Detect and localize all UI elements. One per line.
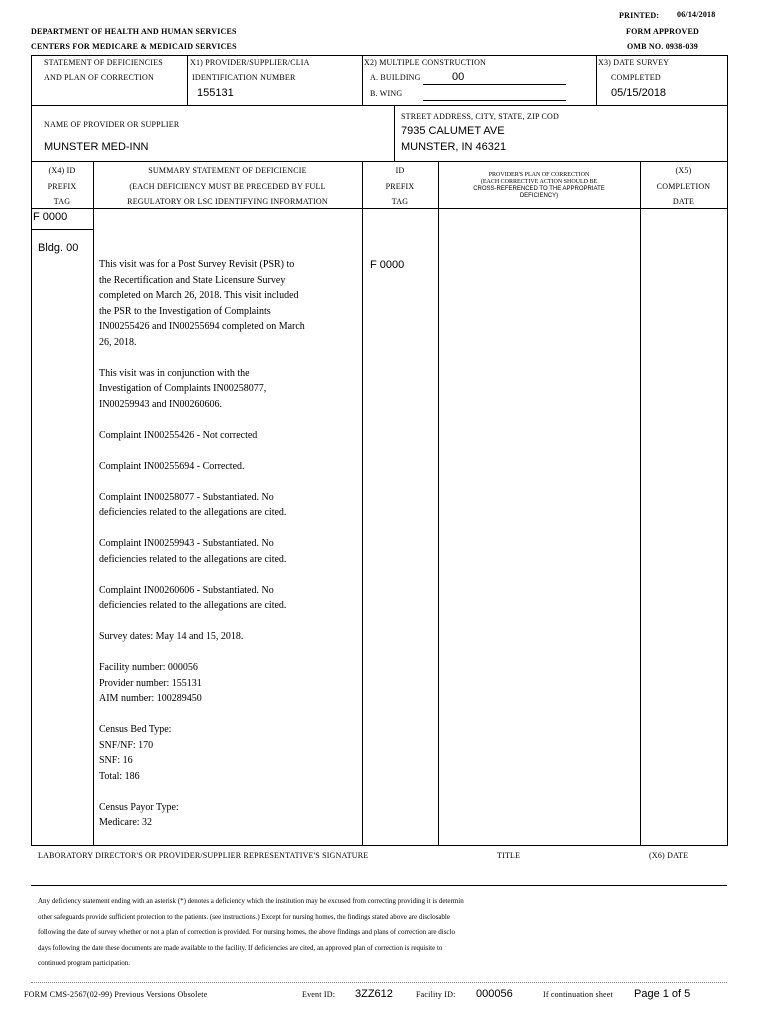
x1-label-1: X1) PROVIDER/SUPPLIER/CLIA: [190, 58, 310, 67]
building-tag: Bldg. 00: [38, 242, 79, 254]
rule-col-2: [362, 161, 363, 846]
paragraph: Complaint IN00255426 - Not corrected: [99, 429, 258, 441]
x5-label-2: COMPLETION: [656, 182, 711, 191]
disclaimer: [38, 894, 728, 972]
disclaimer-line: continued program participation.: [38, 959, 130, 967]
form-approved: FORM APPROVED: [626, 27, 700, 36]
summary-statement: [99, 257, 359, 846]
rule-box1-left: [31, 55, 32, 106]
id-label-2: PREFIX: [385, 182, 415, 191]
x6-date-label: (X6) DATE: [649, 851, 689, 860]
rule-box2-left: [31, 105, 32, 162]
building-underline: [423, 84, 566, 85]
omb-number: OMB NO. 0938-039: [627, 42, 698, 51]
rule-col-right: [727, 161, 728, 846]
continuation-label: If continuation sheet: [543, 990, 613, 999]
provider-name: MUNSTER MED-INN: [44, 141, 149, 153]
rule-box1-div3: [596, 55, 597, 106]
rule-box2-div: [394, 105, 395, 162]
address-line2: MUNSTER, IN 46321: [401, 141, 507, 153]
paragraph: Complaint IN00255694 - Corrected.: [99, 460, 245, 472]
provider-number: 155131: [197, 87, 234, 99]
disclaimer-line: Any deficiency statement ending with an asterisk (*) denotes a deficiency which the institution may be excused from correcting providing it is determin: [38, 897, 464, 905]
id-label-1: ID: [395, 166, 405, 175]
facility-id-value: 000056: [476, 988, 513, 1000]
page-number: Page 1 of 5: [634, 988, 691, 1000]
rule-box1-div2: [362, 55, 363, 106]
rule-tag-underline: [31, 229, 93, 230]
paragraph: This visit was for a Post Survey Revisit (PSR) to the Recertification and State Licensure Survey completed on March 26, 2018. This visit included the PSR to the Investigation of Complaints IN00255426 and IN00255694 completed on March 26, 2018.: [99, 259, 305, 348]
x4-label-3: TAG: [53, 197, 71, 206]
paragraph: Survey dates: May 14 and 15, 2018.: [99, 631, 244, 642]
rule-box2-bottom: [31, 161, 727, 162]
event-id-label: Event ID:: [302, 990, 336, 999]
x5-label-1: (X5): [675, 166, 692, 175]
rule-footer: [31, 982, 727, 983]
printed-date: 06/14/2018: [677, 10, 716, 19]
plan-label-3: CROSS-REFERENCED TO THE APPROPRIATE: [473, 186, 605, 192]
form-number: FORM CMS-2567(02-99) Previous Versions Obsolete: [24, 990, 208, 999]
address-label: STREET ADDRESS, CITY, STATE, ZIP COD: [401, 112, 559, 121]
paragraph: Census Payor Type: Medicare: 32: [99, 801, 179, 828]
wing-underline: [423, 100, 566, 101]
plan-label-2: (EACH CORRECTIVE ACTION SHOULD BE: [480, 179, 598, 185]
address-line1: 7935 CALUMET AVE: [401, 125, 505, 137]
rule-box1-right: [727, 55, 728, 106]
signature-label: LABORATORY DIRECTOR'S OR PROVIDER/SUPPLIER REPRESENTATIVE'S SIGNATURE: [38, 851, 369, 860]
statement-label-2: AND PLAN OF CORRECTION: [44, 73, 154, 82]
facility-id-label: Facility ID:: [416, 990, 456, 999]
paragraph: Census Bed Type: SNF/NF: 170 SNF: 16 Total: 186: [99, 724, 172, 782]
rule-col-3: [438, 161, 439, 846]
title-label: TITLE: [497, 851, 521, 860]
rule-col-left: [31, 161, 32, 846]
rule-box1-top: [31, 55, 727, 56]
x2-label: X2) MULTIPLE CONSTRUCTION: [364, 58, 487, 67]
rule-box2-right: [727, 105, 728, 162]
rule-box1-div1: [187, 55, 188, 106]
rule-box1-bottom: [31, 105, 727, 106]
x1-label-2: IDENTIFICATION NUMBER: [192, 73, 296, 82]
paragraph: Complaint IN00260606 - Substantiated. No deficiencies related to the allegations are cited.: [99, 584, 287, 611]
paragraph: Complaint IN00258077 - Substantiated. No deficiencies related to the allegations are cited.: [99, 491, 287, 518]
date-completed: 05/15/2018: [611, 87, 667, 99]
building-value: 00: [452, 71, 465, 83]
centers-title: CENTERS FOR MEDICARE & MEDICAID SERVICES: [31, 42, 237, 51]
x4-label-2: PREFIX: [47, 182, 77, 191]
summary-label-3: REGULATORY OR LSC IDENTIFYING INFORMATION: [127, 197, 328, 206]
rule-colheader-bottom: [31, 208, 727, 209]
disclaimer-line: following the date of survey whether or not a plan of correction is provided. For nursing homes, the above findings and plans of correction are disclo: [38, 928, 455, 936]
plan-label-1: PROVIDER'S PLAN OF CORRECTION: [488, 172, 590, 178]
rule-col-1: [93, 161, 94, 846]
x5-label-3: DATE: [672, 197, 695, 206]
x4-label-1: (X4) ID: [48, 166, 76, 175]
disclaimer-line: other safeguards provide sufficient protection to the patients. (see instructions.) Except for nursing homes, the findings stated above are disclosable: [38, 912, 450, 921]
paragraph: Facility number: 000056 Provider number: 155131 AIM number: 100289450: [99, 662, 202, 704]
disclaimer-line: days following the date these documents are made available to the facility. If deficiencies are cited, an approved plan of correction is requisite to: [38, 943, 443, 952]
paragraph: Complaint IN00259943 - Substantiated. No deficiencies related to the allegations are cited.: [99, 538, 287, 565]
plan-label-4: DEFICIENCY): [519, 193, 559, 199]
name-label: NAME OF PROVIDER OR SUPPLIER: [44, 120, 180, 129]
printed-label: PRINTED:: [619, 11, 660, 20]
right-prefix-tag: F 0000: [370, 259, 405, 271]
event-id-value: 3ZZ612: [355, 988, 393, 1000]
paragraph: This visit was in conjunction with the Investigation of Complaints IN00258077, IN00259943 and IN00260606.: [99, 367, 267, 410]
statement-label-1: STATEMENT OF DEFICIENCIES: [44, 58, 163, 67]
x3-label-2: COMPLETED: [611, 73, 661, 82]
rule-signature-bottom: [31, 885, 727, 886]
id-label-3: TAG: [391, 197, 409, 206]
left-prefix-tag: F 0000: [33, 211, 68, 223]
department-title: DEPARTMENT OF HEALTH AND HUMAN SERVICES: [31, 27, 237, 36]
wing-label: B. WING: [370, 89, 403, 98]
x3-label-1: X3) DATE SURVEY: [598, 58, 670, 67]
summary-label-2: (EACH DEFICIENCY MUST BE PRECEDED BY FULL: [129, 182, 326, 191]
rule-col-4: [640, 161, 641, 846]
building-label: A. BUILDING: [370, 73, 421, 82]
summary-label-1: SUMMARY STATEMENT OF DEFICIENCIE: [148, 166, 307, 175]
